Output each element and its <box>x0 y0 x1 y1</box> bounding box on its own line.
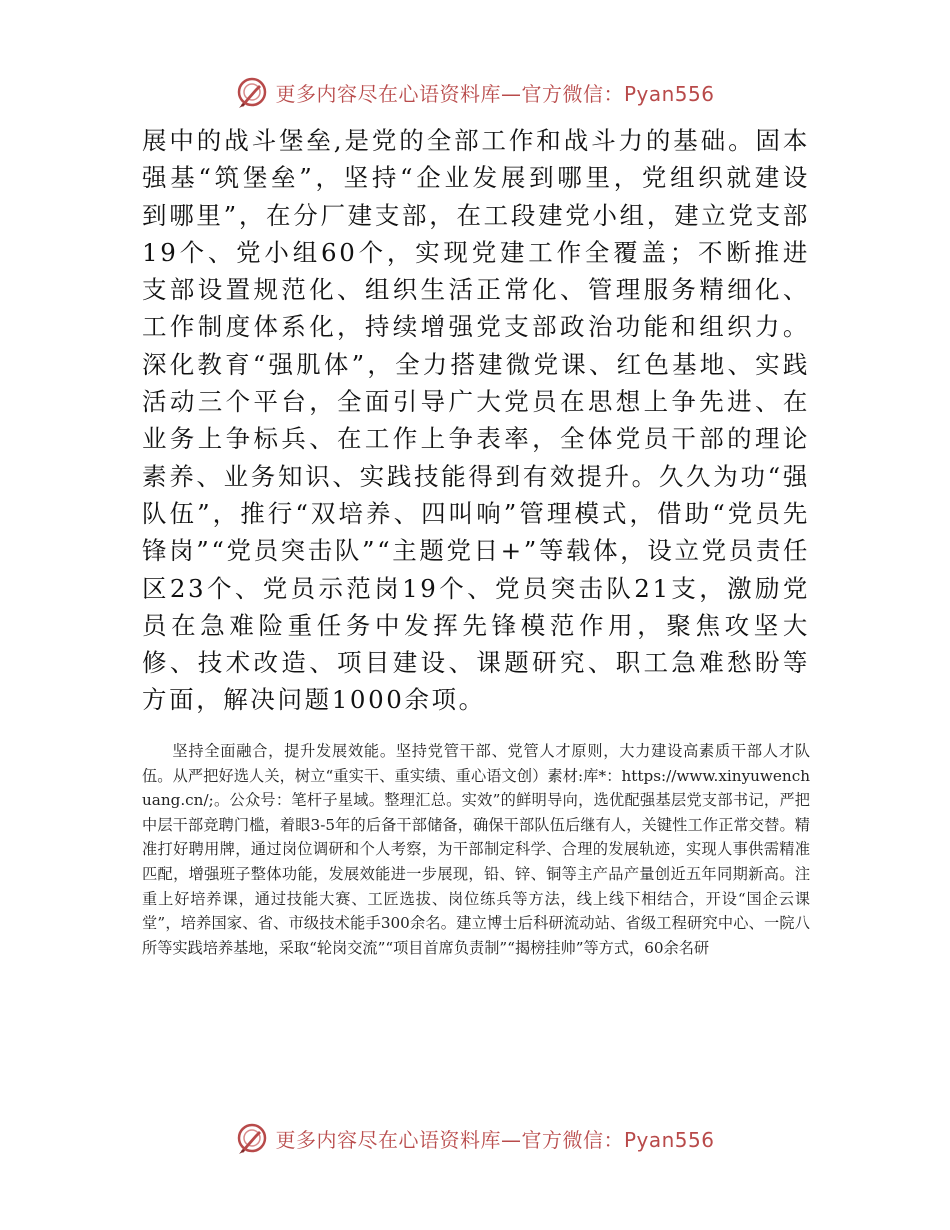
watermark-text: 更多内容尽在心语资料库—官方微信：Pyan556 <box>275 1127 715 1152</box>
watermark-text: 更多内容尽在心语资料库—官方微信：Pyan556 <box>275 81 715 106</box>
footer-watermark <box>0 1118 950 1158</box>
main-paragraph: 展中的战斗堡垒,是党的全部工作和战斗力的基础。固本强基“筑堡垒”，坚持“企业发展到哪里，党组织就建设到哪里”，在分厂建支部，在工段建党小组，建立党支部19个、党小组60个，实现党建工作全覆盖；不断推进支部设置规范化、组织生活正常化、管理服务精细化、工作制度体系化，持续增强党支部政治功能和组织力。深化教育“强肌体”，全力搭建微党课、红色基地、实践活动三个平台，全面引导广大党员在思想上争先进、在业务上争标兵、在工作上争表率，全体党员干部的理论素养、业务知识、实践技能得到有效提升。久久为功“强队伍”，推行“双培养、四叫响”管理模式，借助“党员先锋岗”“党员突击队”“主题党日+”等载体，设立党员责任区23个、党员示范岗19个、党员突击队21支，激励党员在急难险重任务中发挥先锋模范作用，聚焦攻坚大修、技术改造、项目建设、课题研究、职工急难愁盼等方面，解决问题1000余项。 <box>142 126 810 715</box>
body-paragraph: 坚持全面融合，提升发展效能。坚持党管干部、党管人才原则，大力建设高素质干部人才队伍。从严把好选人关，树立“重实干、重实绩、重心语文创）素材:库*：https://www.xinyuwenchuang.cn/;。公众号：笔杆子星域。整理汇总。实效”的鲜明导向，选优配强基层党支部书记，严把中层干部竞聘门槛，着眼3-5年的后备干部储备，确保干部队伍后继有人，关键性工作正常交替。精准打好聘用牌，通过岗位调研和个人考察，为干部制定科学、合理的发展轨迹，实现人事供需精准匹配，增强班子整体功能，发展效能进一步展现，铅、锌、铜等主产品产量创近五年同期新高。注重上好培养课，通过技能大赛、工匠选拔、岗位练兵等方法，线上线下相结合，开设“国企云课堂”，培养国家、省、市级技术能手300余名。建立博士后科研流动站、省级工程研究中心、一院八所等实践培养基地，采取“轮岗交流”“项目首席负责制”“揭榜挂帅”等方式，60余名研 <box>142 742 810 957</box>
pen-logo-icon <box>235 75 269 109</box>
pen-logo-icon <box>235 1121 269 1155</box>
header-watermark <box>0 72 950 112</box>
